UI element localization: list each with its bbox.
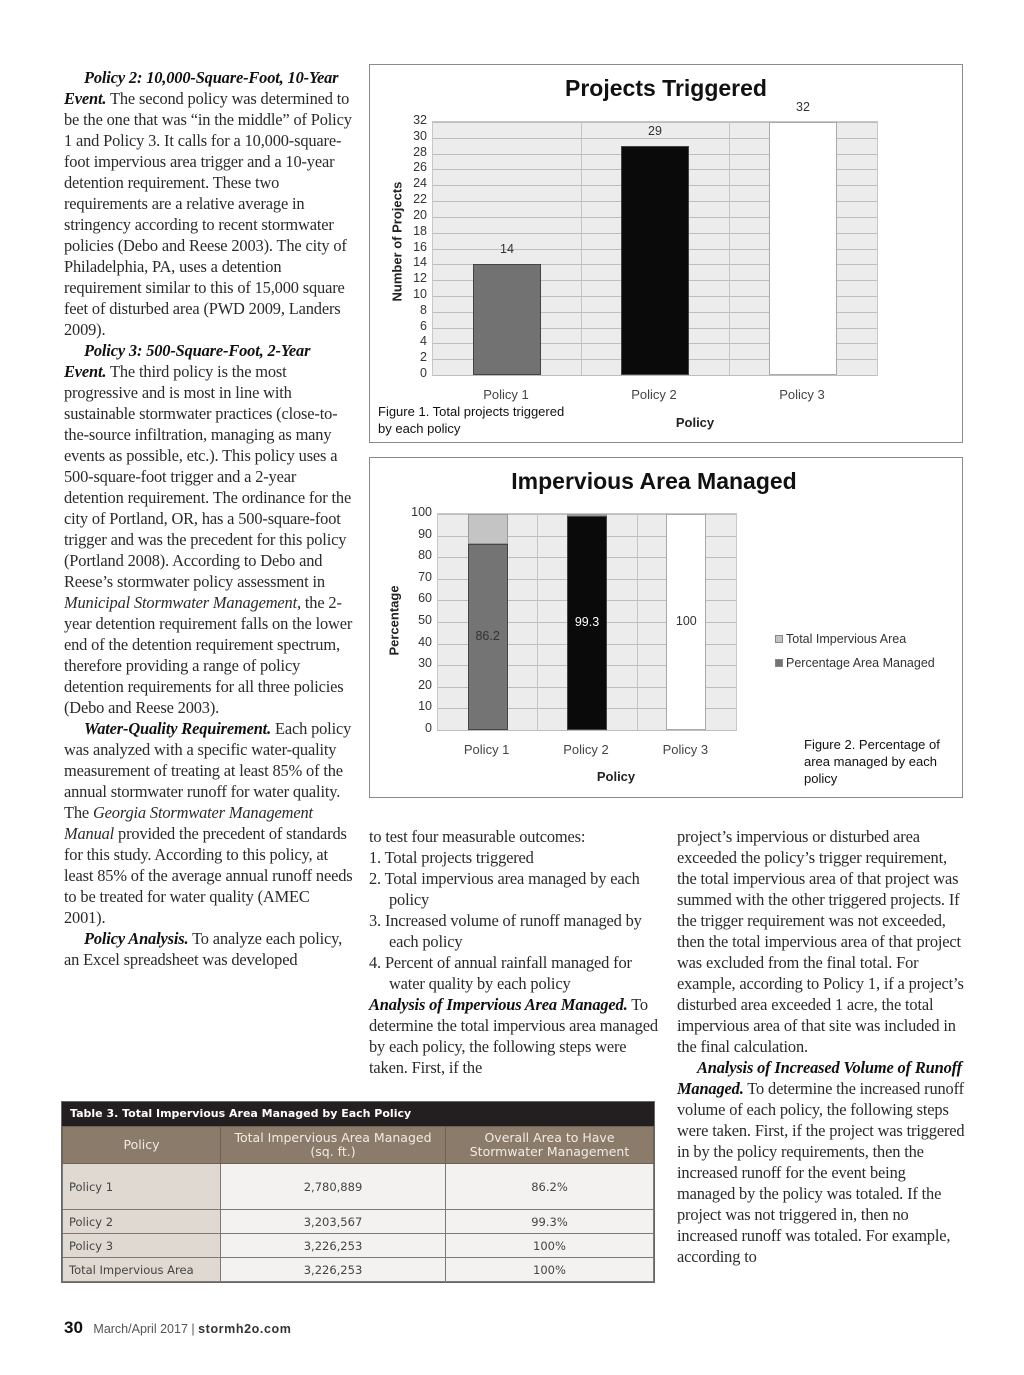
bar-policy-1 bbox=[473, 264, 541, 375]
table-row bbox=[63, 1164, 654, 1210]
data-table bbox=[62, 1126, 654, 1282]
plot-area bbox=[432, 100, 878, 376]
y-axis-label: Number of Projects bbox=[389, 181, 405, 302]
article-column-1 bbox=[64, 67, 354, 970]
table-header-row bbox=[63, 1127, 654, 1164]
page-footer bbox=[64, 1318, 291, 1338]
bar-segment-total-impervious bbox=[468, 514, 508, 544]
data-label: 100 bbox=[675, 614, 697, 628]
data-label: 29 bbox=[648, 123, 662, 138]
y-tick-label: 20 bbox=[418, 677, 432, 692]
cell-area: 3,203,567 bbox=[221, 1210, 446, 1234]
paragraph-policy-2: Policy 2: 10,000-Square-Foot, 10-Year Event. The second policy was determined to be the one that was “in the middle” of Policy 1 and Policy 3. It calls for a 10,000-square-foot impervious area trigger and a 10-year detention requirement. These two requirements are a relative average in stringency according to recent stormwater policies (Debo and Reese 2003). The city of Philadelphia, PA, uses a detention requirement similar to this of 15,000 square feet of disturbed area (PWD 2009, Landers 2009). bbox=[64, 68, 352, 339]
y-tick-label: 32 bbox=[413, 113, 427, 127]
cell-percent: 86.2% bbox=[446, 1164, 654, 1210]
y-tick-label: 80 bbox=[418, 548, 432, 563]
paragraph-runoff-analysis: Analysis of Increased Volume of Runoff Managed. To determine the increased runoff volume of each policy, the following steps were taken. First, if the project was triggered in by the policy requirements, then the increased runoff for the event being managed by the policy was totaled. If the project was not triggered in, then no increased runoff was totaled. For example, according to bbox=[677, 1058, 965, 1266]
article-column-3 bbox=[677, 826, 967, 1267]
y-tick-label: 20 bbox=[413, 207, 427, 222]
data-label: 86.2 bbox=[475, 628, 500, 643]
x-tick-label: Policy 1 bbox=[483, 387, 529, 402]
paragraph-water-quality: Water-Quality Requirement. Each policy was analyzed with a specific water-quality measurement of treating at least 85% of the annual stormwater runoff for water quality. The Georgia Stormwater Management Manual provided the precedent of standards for this study. According to this policy, at least 85% of the average annual runoff needs to be treated for water quality (AMEC 2001). bbox=[64, 719, 353, 927]
cell-area: 3,226,253 bbox=[221, 1234, 446, 1258]
y-tick-label: 4 bbox=[420, 334, 427, 349]
figure-projects-triggered bbox=[369, 64, 963, 443]
y-tick-label: 18 bbox=[413, 223, 427, 238]
paragraph-policy-3: Policy 3: 500-Square-Foot, 2-Year Event. The third policy is the most progressive and is most in line with sustainable stormwater practices (close-to-the-source infiltration, managing as many events as possible, etc.). This policy uses a 500-square-foot trigger and a 2-year detention requirement. The ordinance for the city of Portland, OR, has a 500-square-foot trigger and was the precedent for this policy (Portland 2008). According to Debo and Reese’s stormwater policy assessment in Municipal Stormwater Management, the 2-year detention requirement falls on the lower end of the detention requirement spectrum, therefore providing a range of policy detention requirements for all three policies (Debo and Reese 2003). bbox=[64, 341, 353, 717]
plot-area bbox=[437, 513, 737, 731]
outcomes-list bbox=[369, 847, 661, 994]
heading-policy-analysis: Policy Analysis. bbox=[84, 929, 189, 948]
y-tick-label: 30 bbox=[418, 656, 432, 671]
heading-water-quality: Water-Quality Requirement. bbox=[84, 719, 272, 738]
cell-area: 3,226,253 bbox=[221, 1258, 446, 1282]
legend-item-total-impervious: Total Impervious Area bbox=[775, 627, 935, 651]
y-tick-label: 60 bbox=[418, 591, 432, 606]
gridline bbox=[438, 730, 736, 731]
x-tick-label: Policy 1 bbox=[463, 742, 510, 757]
y-axis-label: Percentage bbox=[386, 585, 402, 656]
data-label: 14 bbox=[500, 242, 514, 257]
outcome-item: 3. Increased volume of runoff managed by each policy bbox=[369, 911, 642, 951]
table-impervious-area-managed bbox=[61, 1101, 655, 1283]
cell-policy: Policy 2 bbox=[63, 1210, 221, 1234]
paragraph-impervious-analysis: Analysis of Impervious Area Managed. To determine the total impervious area managed by each policy, the following steps were taken. First, if the bbox=[369, 995, 658, 1077]
y-tick-label: 100 bbox=[411, 505, 432, 519]
y-tick-label: 10 bbox=[418, 699, 432, 714]
bar-policy-2 bbox=[621, 146, 689, 375]
heading-impervious-analysis: Analysis of Impervious Area Managed. bbox=[369, 995, 628, 1014]
y-tick-label: 8 bbox=[420, 302, 427, 317]
legend-swatch-dark-gray bbox=[775, 659, 783, 667]
heading-policy-3: Policy 3: 500-Square-Foot, 2-Year Event. bbox=[64, 341, 311, 381]
y-tick-label: 40 bbox=[418, 634, 432, 649]
paragraph-policy-analysis: Policy Analysis. To analyze each policy, an Excel spreadsheet was developed bbox=[64, 929, 343, 969]
y-tick-label: 90 bbox=[418, 526, 432, 541]
x-axis-label: Policy bbox=[596, 769, 636, 784]
legend-item-percentage-managed: Percentage Area Managed bbox=[775, 651, 935, 675]
page-number: 30 bbox=[64, 1318, 83, 1337]
chart-title: Projects Triggered bbox=[565, 75, 767, 101]
cell-percent: 100% bbox=[446, 1258, 654, 1282]
y-tick-label: 12 bbox=[413, 271, 427, 286]
x-tick-label: Policy 3 bbox=[662, 742, 709, 757]
cell-policy: Policy 3 bbox=[63, 1234, 221, 1258]
footer-separator: | bbox=[191, 1322, 195, 1336]
cell-policy: Total Impervious Area bbox=[63, 1258, 221, 1282]
y-tick-label: 26 bbox=[413, 160, 427, 175]
y-tick-label: 70 bbox=[418, 569, 432, 584]
y-tick-label: 22 bbox=[413, 192, 427, 207]
table-row bbox=[63, 1234, 654, 1258]
x-tick-label: Policy 2 bbox=[631, 387, 677, 402]
issue-date: March/April 2017 bbox=[93, 1322, 188, 1336]
x-axis-label: Policy bbox=[675, 415, 715, 430]
cell-percent: 99.3% bbox=[446, 1210, 654, 1234]
cell-policy: Policy 1 bbox=[63, 1164, 221, 1210]
figure-caption: Figure 2. Percentage of area managed by each policy bbox=[804, 737, 940, 786]
y-tick-label: 0 bbox=[420, 366, 427, 380]
data-label: 32 bbox=[796, 100, 810, 114]
outcome-item: 1. Total projects triggered bbox=[369, 848, 534, 867]
category-divider bbox=[581, 122, 582, 375]
x-tick-label: Policy 2 bbox=[563, 742, 609, 757]
table-row bbox=[63, 1210, 654, 1234]
site-link[interactable]: stormh2o.com bbox=[198, 1322, 292, 1336]
y-tick-label: 24 bbox=[413, 176, 427, 191]
column-header-policy: Policy bbox=[63, 1127, 221, 1164]
column-header-area-managed: Total Impervious Area Managed (sq. ft.) bbox=[221, 1127, 446, 1164]
bar-policy-3 bbox=[769, 122, 837, 375]
y-tick-label: 2 bbox=[420, 350, 427, 365]
category-divider bbox=[637, 514, 638, 730]
y-tick-label: 50 bbox=[418, 613, 432, 627]
chart-title: Impervious Area Managed bbox=[511, 468, 797, 494]
outcomes-intro: to test four measurable outcomes: bbox=[369, 827, 586, 846]
y-tick-label: 30 bbox=[413, 128, 427, 143]
chart-legend bbox=[775, 627, 935, 675]
column-header-overall-area: Overall Area to Have Stormwater Management bbox=[446, 1127, 654, 1164]
outcome-item: 4. Percent of annual rainfall managed for water quality by each policy bbox=[369, 953, 632, 993]
cell-area: 2,780,889 bbox=[221, 1164, 446, 1210]
y-tick-label: 6 bbox=[420, 318, 427, 333]
y-tick-label: 16 bbox=[413, 239, 427, 254]
y-tick-label: 0 bbox=[425, 721, 432, 735]
y-tick-label: 14 bbox=[413, 255, 427, 270]
y-tick-label: 10 bbox=[413, 286, 427, 301]
article-column-2 bbox=[369, 826, 661, 1078]
data-label: 99.3 bbox=[574, 614, 600, 629]
y-tick-label: 28 bbox=[413, 144, 427, 159]
table-row-total bbox=[63, 1258, 654, 1282]
table-caption: Table 3. Total Impervious Area Managed by Each Policy bbox=[62, 1102, 654, 1126]
category-divider bbox=[729, 122, 730, 375]
heading-policy-2: Policy 2: 10,000-Square-Foot, 10-Year Event. bbox=[64, 68, 339, 108]
gridline bbox=[433, 375, 877, 376]
heading-runoff-analysis: Analysis of Increased Volume of Runoff Managed. bbox=[677, 1058, 962, 1098]
x-tick-label: Policy 3 bbox=[779, 387, 825, 402]
category-divider bbox=[537, 514, 538, 730]
outcome-item: 2. Total impervious area managed by each policy bbox=[369, 869, 640, 909]
cell-percent: 100% bbox=[446, 1234, 654, 1258]
figure-caption: Figure 1. Total projects triggered by each policy bbox=[378, 404, 565, 436]
legend-swatch-light-gray bbox=[775, 635, 783, 643]
figure-impervious-area-managed bbox=[369, 457, 963, 798]
paragraph-impervious-continued: project’s impervious or disturbed area exceeded the policy’s trigger requirement, the total impervious area of that project was summed with the other triggered projects. If the trigger requirement was not exceeded, then the total impervious area of that project was excluded from the final total. For example, according to Policy 1, if a project’s disturbed area exceeded 1 acre, the total impervious area of that site was included in the final calculation. bbox=[677, 827, 964, 1056]
